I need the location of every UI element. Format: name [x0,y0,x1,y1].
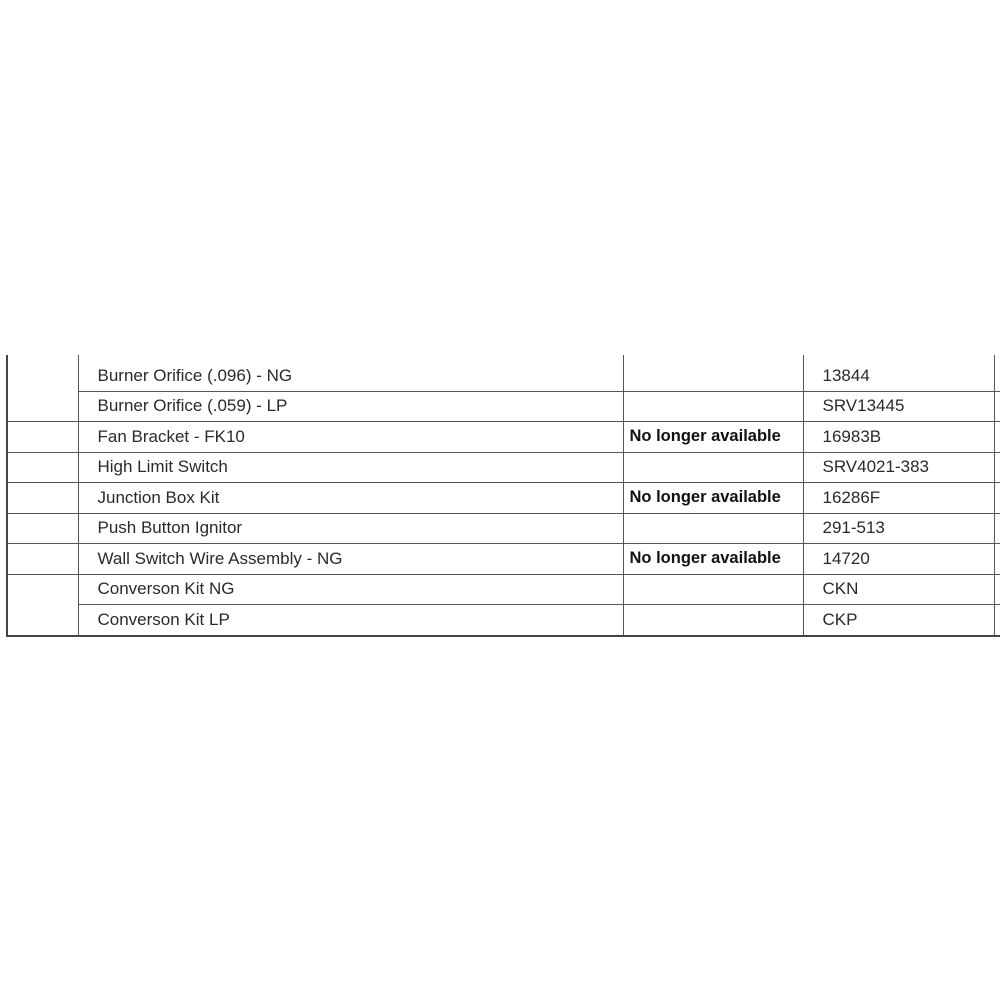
part-status [623,513,803,544]
parts-table [6,355,1000,637]
part-description: Junction Box Kit [78,483,623,514]
part-number: 291-513 [803,513,994,544]
group-cell [7,574,78,636]
group-cell [7,483,78,514]
table-row [7,483,1000,514]
part-description: Converson Kit LP [78,605,623,636]
part-status [623,574,803,605]
part-description: Fan Bracket - FK10 [78,422,623,453]
extra-cell [994,452,1000,483]
part-status: No longer available [623,422,803,453]
group-cell [7,422,78,453]
extra-cell [994,391,1000,422]
part-number: 16983B [803,422,994,453]
table-row [7,422,1000,453]
table-row [7,574,1000,605]
extra-cell [994,574,1000,605]
part-number: 13844 [803,355,994,391]
group-cell [7,513,78,544]
table-row [7,544,1000,575]
part-number: 14720 [803,544,994,575]
extra-cell [994,605,1000,636]
part-status: No longer available [623,544,803,575]
part-status [623,452,803,483]
part-description: Burner Orifice (.059) - LP [78,391,623,422]
extra-cell [994,355,1000,391]
part-status: No longer available [623,483,803,514]
part-description: High Limit Switch [78,452,623,483]
part-description: Burner Orifice (.096) - NG [78,355,623,391]
part-description: Push Button Ignitor [78,513,623,544]
part-number: 16286F [803,483,994,514]
part-status [623,355,803,391]
part-number: CKP [803,605,994,636]
part-number: SRV4021-383 [803,452,994,483]
extra-cell [994,483,1000,514]
part-description: Wall Switch Wire Assembly - NG [78,544,623,575]
part-status [623,605,803,636]
group-cell [7,355,78,422]
table-row [7,355,1000,391]
part-description: Converson Kit NG [78,574,623,605]
table-row [7,391,1000,422]
table-row [7,513,1000,544]
group-cell [7,452,78,483]
table-row [7,452,1000,483]
part-number: CKN [803,574,994,605]
extra-cell [994,422,1000,453]
extra-cell [994,513,1000,544]
extra-cell [994,544,1000,575]
part-status [623,391,803,422]
table-row [7,605,1000,636]
group-cell [7,544,78,575]
part-number: SRV13445 [803,391,994,422]
